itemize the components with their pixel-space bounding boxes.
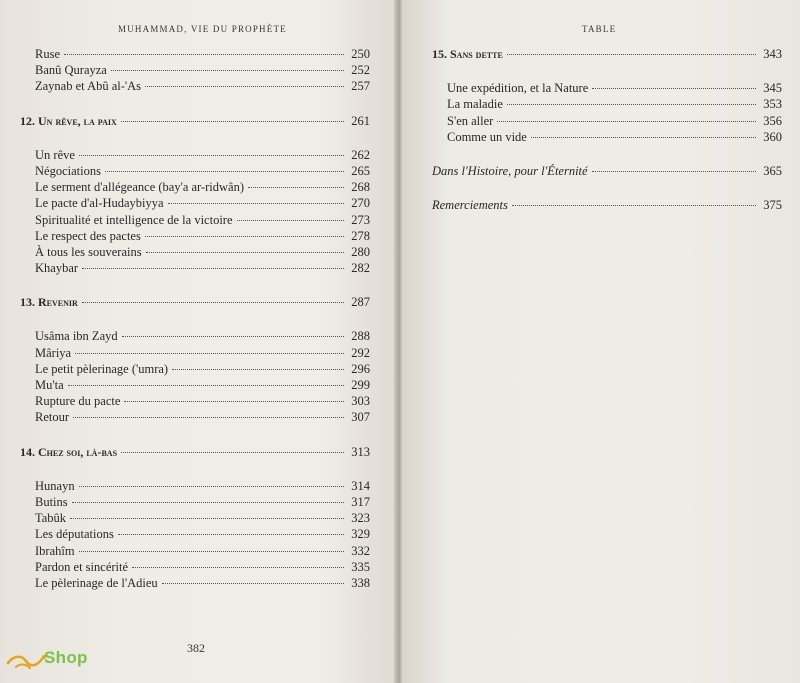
toc-spacer bbox=[20, 310, 370, 328]
toc-entry-title: Le pacte d'al-Hudaybiyya bbox=[35, 196, 164, 211]
toc-entry-title: Rupture du pacte bbox=[35, 394, 121, 409]
toc-entry-title: Le respect des pactes bbox=[35, 228, 141, 243]
page-number: 382 bbox=[187, 641, 205, 655]
dot-leader bbox=[73, 417, 344, 418]
dot-leader bbox=[118, 534, 344, 535]
toc-entry-title: Retour bbox=[35, 410, 70, 425]
toc-item-row bbox=[20, 147, 370, 163]
dot-leader bbox=[592, 171, 756, 172]
dot-leader bbox=[132, 567, 344, 568]
toc-page-number: 375 bbox=[763, 198, 782, 213]
toc-entry-title: Ibrahîm bbox=[35, 543, 75, 558]
toc-entry-title: Le serment d'allégeance (bay'a ar-ridwân) bbox=[35, 180, 244, 195]
toc-left bbox=[20, 46, 370, 591]
toc-item-row bbox=[20, 377, 370, 393]
dot-leader bbox=[121, 121, 344, 122]
toc-entry-title: 12. Un rêve, la paix bbox=[20, 113, 117, 128]
toc-entry-title: Spiritualité et intelligence de la victoire bbox=[35, 212, 233, 227]
toc-item-row bbox=[20, 244, 370, 260]
toc-page-number: 307 bbox=[351, 410, 370, 425]
toc-page-number: 288 bbox=[351, 329, 370, 344]
toc-entry-title: Remerciements bbox=[432, 198, 508, 213]
toc-item-row bbox=[20, 543, 370, 559]
toc-item-row bbox=[20, 526, 370, 542]
toc-page-number: 338 bbox=[351, 575, 370, 590]
toc-item-row bbox=[20, 478, 370, 494]
toc-spacer bbox=[20, 95, 370, 113]
dot-leader bbox=[122, 336, 344, 337]
left-page bbox=[0, 0, 398, 683]
toc-page-number: 270 bbox=[351, 196, 370, 211]
toc-item-row bbox=[20, 46, 370, 62]
toc-item-row bbox=[20, 328, 370, 344]
toc-entry-title: Le pèlerinage de l'Adieu bbox=[35, 575, 158, 590]
toc-entry-title: Ruse bbox=[35, 47, 60, 61]
toc-spacer bbox=[20, 129, 370, 147]
running-head-right: TABLE bbox=[582, 24, 617, 34]
toc-page-number: 280 bbox=[351, 244, 370, 259]
toc-item-row bbox=[20, 510, 370, 526]
toc-page-number: 314 bbox=[351, 478, 370, 493]
toc-page-number: 365 bbox=[763, 163, 782, 178]
toc-page-number: 252 bbox=[351, 63, 370, 78]
dot-leader bbox=[172, 369, 344, 370]
dot-leader bbox=[72, 502, 344, 503]
toc-page-number: 296 bbox=[351, 361, 370, 376]
toc-item-row bbox=[20, 62, 370, 78]
toc-item-row bbox=[432, 113, 782, 129]
toc-page-number: 335 bbox=[351, 559, 370, 574]
dot-leader bbox=[82, 268, 344, 269]
shop-logo-text: Shop bbox=[44, 648, 88, 667]
toc-item-row bbox=[20, 559, 370, 575]
toc-item-row bbox=[20, 78, 370, 94]
toc-spacer bbox=[432, 145, 782, 163]
toc-page-number: 313 bbox=[351, 444, 370, 459]
dot-leader bbox=[79, 551, 344, 552]
toc-page-number: 250 bbox=[351, 47, 370, 61]
dot-leader bbox=[111, 70, 344, 71]
toc-item-row bbox=[20, 361, 370, 377]
running-head-left: MUHAMMAD, VIE DU PROPHÈTE bbox=[118, 24, 287, 34]
toc-page-number: 303 bbox=[351, 394, 370, 409]
toc-entry-title: 14. Chez soi, là-bas bbox=[20, 444, 118, 459]
toc-entry-title: La maladie bbox=[447, 97, 503, 112]
toc-page-number: 257 bbox=[351, 79, 370, 94]
toc-entry-title: Les députations bbox=[35, 527, 114, 542]
dot-leader bbox=[146, 252, 344, 253]
dot-leader bbox=[497, 121, 756, 122]
toc-entry-title: À tous les souverains bbox=[35, 244, 142, 259]
toc-spacer bbox=[20, 460, 370, 478]
toc-page-number: 353 bbox=[763, 97, 782, 112]
dot-leader bbox=[68, 385, 344, 386]
toc-entry-title: Comme un vide bbox=[447, 129, 527, 144]
toc-entry-title: Mu'ta bbox=[35, 378, 64, 392]
toc-item-row bbox=[20, 494, 370, 510]
toc-page-number: 287 bbox=[351, 295, 370, 310]
dot-leader bbox=[121, 452, 344, 453]
toc-item-row bbox=[20, 195, 370, 211]
toc-entry-title: 13. Revenir bbox=[20, 295, 78, 310]
dot-leader bbox=[70, 518, 344, 519]
toc-entry-title: Une expédition, et la Nature bbox=[447, 81, 589, 96]
dot-leader bbox=[531, 137, 756, 138]
toc-page-number: 265 bbox=[351, 163, 370, 178]
toc-page-number: 343 bbox=[763, 47, 782, 61]
toc-page-number: 292 bbox=[351, 345, 370, 360]
dot-leader bbox=[512, 205, 756, 206]
dot-leader bbox=[592, 88, 756, 89]
toc-page-number: 323 bbox=[351, 511, 370, 526]
toc-page-number: 345 bbox=[763, 81, 782, 96]
toc-page-number: 299 bbox=[351, 378, 370, 392]
dot-leader bbox=[79, 155, 344, 156]
dot-leader bbox=[105, 171, 344, 172]
toc-item-row bbox=[20, 179, 370, 195]
dot-leader bbox=[248, 187, 344, 188]
toc-item-row bbox=[20, 228, 370, 244]
toc-item-row bbox=[20, 212, 370, 228]
toc-page-number: 261 bbox=[351, 113, 370, 128]
dot-leader bbox=[162, 583, 344, 584]
dot-leader bbox=[79, 486, 344, 487]
toc-page-number: 278 bbox=[351, 228, 370, 243]
toc-item-row bbox=[20, 345, 370, 361]
toc-entry-title: Dans l'Histoire, pour l'Éternité bbox=[432, 163, 588, 178]
dot-leader bbox=[124, 401, 344, 402]
toc-spacer bbox=[20, 276, 370, 294]
toc-section-row bbox=[432, 163, 782, 179]
toc-entry-title: S'en aller bbox=[447, 113, 494, 128]
toc-entry-title: Khaybar bbox=[35, 261, 79, 276]
toc-chapter-row bbox=[20, 113, 370, 129]
toc-entry-title: Zaynab et Abû al-'As bbox=[35, 79, 142, 94]
toc-entry-title: Pardon et sincérité bbox=[35, 559, 129, 574]
toc-item-row bbox=[20, 260, 370, 276]
toc-entry-title: Usâma ibn Zayd bbox=[35, 329, 118, 344]
dot-leader bbox=[145, 236, 344, 237]
toc-page-number: 273 bbox=[351, 212, 370, 227]
toc-chapter-row bbox=[20, 444, 370, 460]
toc-item-row bbox=[20, 393, 370, 409]
toc-page-number: 360 bbox=[763, 129, 782, 144]
toc-item-row bbox=[20, 409, 370, 425]
dot-leader bbox=[82, 302, 344, 303]
toc-page-number: 262 bbox=[351, 147, 370, 162]
toc-spacer bbox=[20, 426, 370, 444]
toc-entry-title: Hunayn bbox=[35, 478, 75, 493]
toc-chapter-row bbox=[432, 46, 782, 62]
toc-section-row bbox=[432, 197, 782, 213]
toc-item-row bbox=[432, 80, 782, 96]
toc-item-row bbox=[20, 163, 370, 179]
toc-item-row bbox=[432, 96, 782, 112]
toc-entry-title: Tabûk bbox=[35, 511, 67, 526]
toc-entry-title: Le petit pèlerinage ('umra) bbox=[35, 361, 169, 376]
toc-page-number: 317 bbox=[351, 494, 370, 509]
toc-entry-title: Banû Qurayza bbox=[35, 63, 107, 78]
toc-entry-title: Butins bbox=[35, 494, 68, 509]
dot-leader bbox=[507, 104, 756, 105]
toc-page-number: 356 bbox=[763, 113, 782, 128]
dot-leader bbox=[75, 353, 344, 354]
toc-page-number: 282 bbox=[351, 261, 370, 276]
toc-item-row bbox=[20, 575, 370, 591]
toc-right bbox=[432, 46, 782, 213]
toc-spacer bbox=[432, 179, 782, 197]
toc-page-number: 329 bbox=[351, 527, 370, 542]
toc-spacer bbox=[432, 62, 782, 80]
toc-item-row bbox=[432, 129, 782, 145]
toc-page-number: 268 bbox=[351, 180, 370, 195]
dot-leader bbox=[237, 220, 345, 221]
toc-entry-title: Un rêve bbox=[35, 147, 75, 162]
dot-leader bbox=[168, 203, 344, 204]
toc-entry-title: Négociations bbox=[35, 163, 101, 178]
dot-leader bbox=[64, 54, 344, 55]
toc-entry-title: 15. Sans dette bbox=[432, 47, 503, 61]
right-page bbox=[402, 0, 800, 683]
toc-entry-title: Mâriya bbox=[35, 345, 72, 360]
dot-leader bbox=[507, 54, 756, 55]
toc-chapter-row bbox=[20, 294, 370, 310]
toc-page-number: 332 bbox=[351, 543, 370, 558]
dot-leader bbox=[145, 86, 344, 87]
